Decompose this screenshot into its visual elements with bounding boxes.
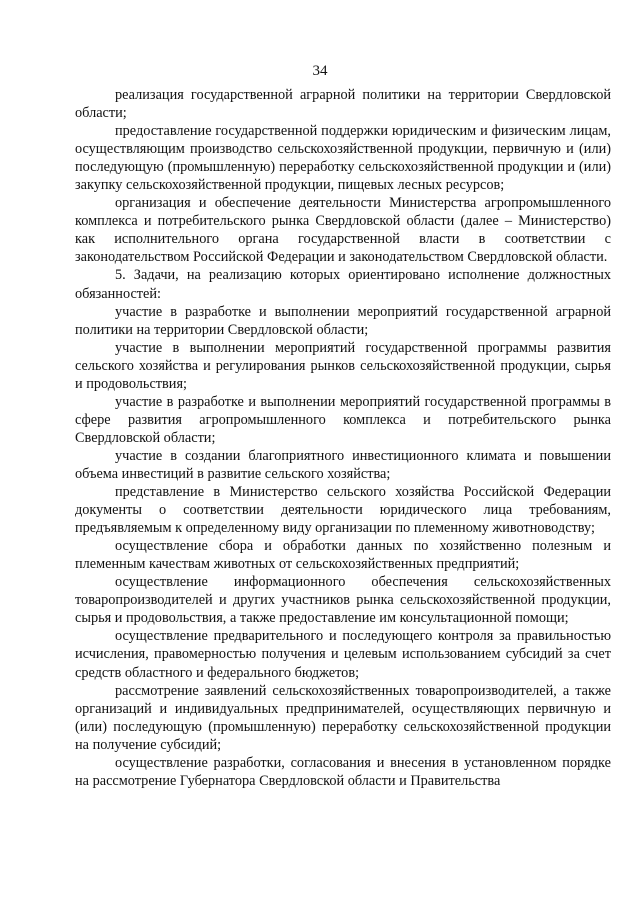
paragraph: представление в Министерство сельского хозяйства Российской Федерации документы о соответствии деятельности юридического лица требованиям, предъявляемым к определенному виду организации по племенному животноводству; xyxy=(75,484,611,537)
paragraph: участие в разработке и выполнении мероприятий государственной программы в сфере развития агропромышленного комплекса и потребительского рынка Свердловской области; xyxy=(75,393,611,446)
paragraph: осуществление сбора и обработки данных по хозяйственно полезным и племенным качествам животных от сельскохозяйственных предприятий; xyxy=(75,538,611,573)
paragraph: участие в выполнении мероприятий государственной программы развития сельского хозяйства и регулирования рынков сельскохозяйственной продукции, сырья и продовольствия; xyxy=(75,339,611,392)
paragraph: осуществление информационного обеспечения сельскохозяйственных товаропроизводителей и других участников рынка сельскохозяйственной продукции, сырья и продовольствия, а также предоставление им консультационной помощи; xyxy=(75,574,611,627)
page-number: 34 xyxy=(312,63,328,79)
paragraph: участие в разработке и выполнении мероприятий государственной аграрной политики на территории Свердловской области; xyxy=(75,303,611,338)
document-body xyxy=(75,86,611,790)
paragraph: рассмотрение заявлений сельскохозяйственных товаропроизводителей, а также организаций и индивидуальных предпринимателей, осуществляющих первичную и (или) последующую (промышленную) переработку сельскохозяйственной продукции на получение субсидий; xyxy=(75,682,611,753)
paragraph: участие в создании благоприятного инвестиционного климата и повышении объема инвестиций в развитие сельского хозяйства; xyxy=(75,447,611,482)
paragraph: осуществление разработки, согласования и внесения в установленном порядке на рассмотрение Губернатора Свердловской области и Правительства xyxy=(75,754,611,789)
paragraph: осуществление предварительного и последующего контроля за правильностью исчисления, правомерностью получения и целевым использованием субсидий за счет средств областного и федерального бюджетов; xyxy=(75,628,611,681)
paragraph: 5. Задачи, на реализацию которых ориентировано исполнение должностных обязанностей: xyxy=(75,267,611,302)
paragraph: предоставление государственной поддержки юридическим и физическим лицам, осуществляющим производство сельскохозяйственной продукции, первичную и (или) последующую (промышленную) переработку сельскохозяйственной продукции и (или) закупку сельскохозяйственной продукции, пищевых лесных ресурсов; xyxy=(75,123,611,194)
paragraph: организация и обеспечение деятельности Министерства агропромышленного комплекса и потребительского рынка Свердловской области (далее – Министерство) как исполнительного органа государственной власти в соответствии с законодательством Российской Федерации и законодательством Свердловской области. xyxy=(75,195,611,266)
paragraph: реализация государственной аграрной политики на территории Свердловской области; xyxy=(75,87,611,122)
